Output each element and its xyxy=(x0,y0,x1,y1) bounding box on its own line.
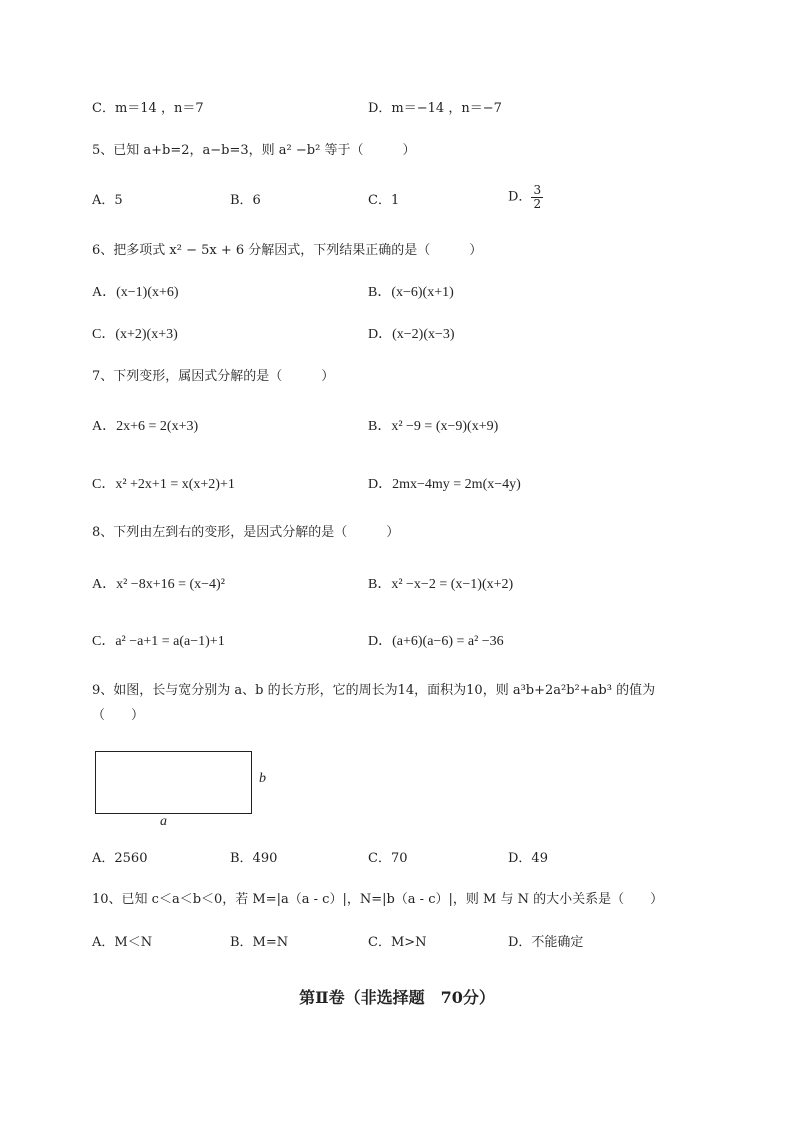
q7-option-a: A．2x+6 = 2(x+3) xyxy=(92,419,199,434)
q5-option-c: C．1 xyxy=(368,193,400,208)
q6-option-c: C．(x+2)(x+3) xyxy=(92,327,178,342)
q8-option-b: B．x² −x−2 = (x−1)(x+2) xyxy=(368,577,514,592)
q6-option-d: D．(x−2)(x−3) xyxy=(368,327,455,342)
q9-option-c: C．70 xyxy=(368,851,408,866)
q5-option-d-label: D． xyxy=(508,189,532,205)
fraction-denominator: 2 xyxy=(533,197,542,211)
section-title: 第Ⅱ卷（非选择题 70分） xyxy=(299,988,495,1007)
fraction-numerator: 3 xyxy=(533,183,542,197)
q7-option-b: B．x² −9 = (x−9)(x+9) xyxy=(368,419,499,434)
q5-option-d-fraction xyxy=(531,184,543,211)
rectangle-label-a: a xyxy=(160,814,167,829)
q10-option-a: A．M＜N xyxy=(92,935,153,950)
q5-option-d xyxy=(508,184,543,211)
rectangle-label-b: b xyxy=(259,771,266,786)
q5-stem: 5、已知 a+b=2，a−b=3，则 a² −b² 等于（ ） xyxy=(92,143,416,158)
q10-stem: 10、已知 c＜a＜b＜0，若 M=|a（a - c）|，N=|b（a - c）|，则 M 与 N 的大小关系是（ ） xyxy=(92,892,664,907)
q4-option-c: C．m＝14 ，n＝7 xyxy=(92,101,204,116)
q7-option-c: C．x² +2x+1 = x(x+2)+1 xyxy=(92,477,235,492)
q8-option-a: A．x² −8x+16 = (x−4)² xyxy=(92,577,225,592)
q9-option-a: A．2560 xyxy=(92,851,148,866)
q9-stem-line1: 9、如图，长与宽分别为 a、b 的长方形，它的周长为14，面积为10，则 a³b+2a²b²+ab³ 的值为 xyxy=(92,683,656,698)
q4-option-d: D．m＝−14 ，n＝−7 xyxy=(368,101,502,116)
q5-option-a: A．5 xyxy=(92,193,123,208)
q8-option-d: D．(a+6)(a−6) = a² −36 xyxy=(368,634,504,649)
q6-option-b: B．(x−6)(x+1) xyxy=(368,285,454,300)
q6-option-a: A．(x−1)(x+6) xyxy=(92,285,179,300)
rectangle-figure xyxy=(95,751,252,814)
q9-stem-line2: （ ） xyxy=(92,708,145,723)
q10-option-c: C．M>N xyxy=(368,935,427,950)
q10-option-b: B．M=N xyxy=(230,935,289,950)
q7-option-d: D．2mx−4my = 2m(x−4y) xyxy=(368,477,521,492)
q6-stem: 6、把多项式 x² − 5x + 6 分解因式，下列结果正确的是（ ） xyxy=(92,243,483,258)
q8-stem: 8、下列由左到右的变形，是因式分解的是（ ） xyxy=(92,525,400,540)
q10-option-d: D．不能确定 xyxy=(508,935,584,950)
q7-stem: 7、下列变形，属因式分解的是（ ） xyxy=(92,369,335,384)
q9-option-b: B．490 xyxy=(230,851,278,866)
q9-option-d: D．49 xyxy=(508,851,548,866)
q8-option-c: C．a² −a+1 = a(a−1)+1 xyxy=(92,634,225,649)
q5-option-b: B．6 xyxy=(230,193,261,208)
